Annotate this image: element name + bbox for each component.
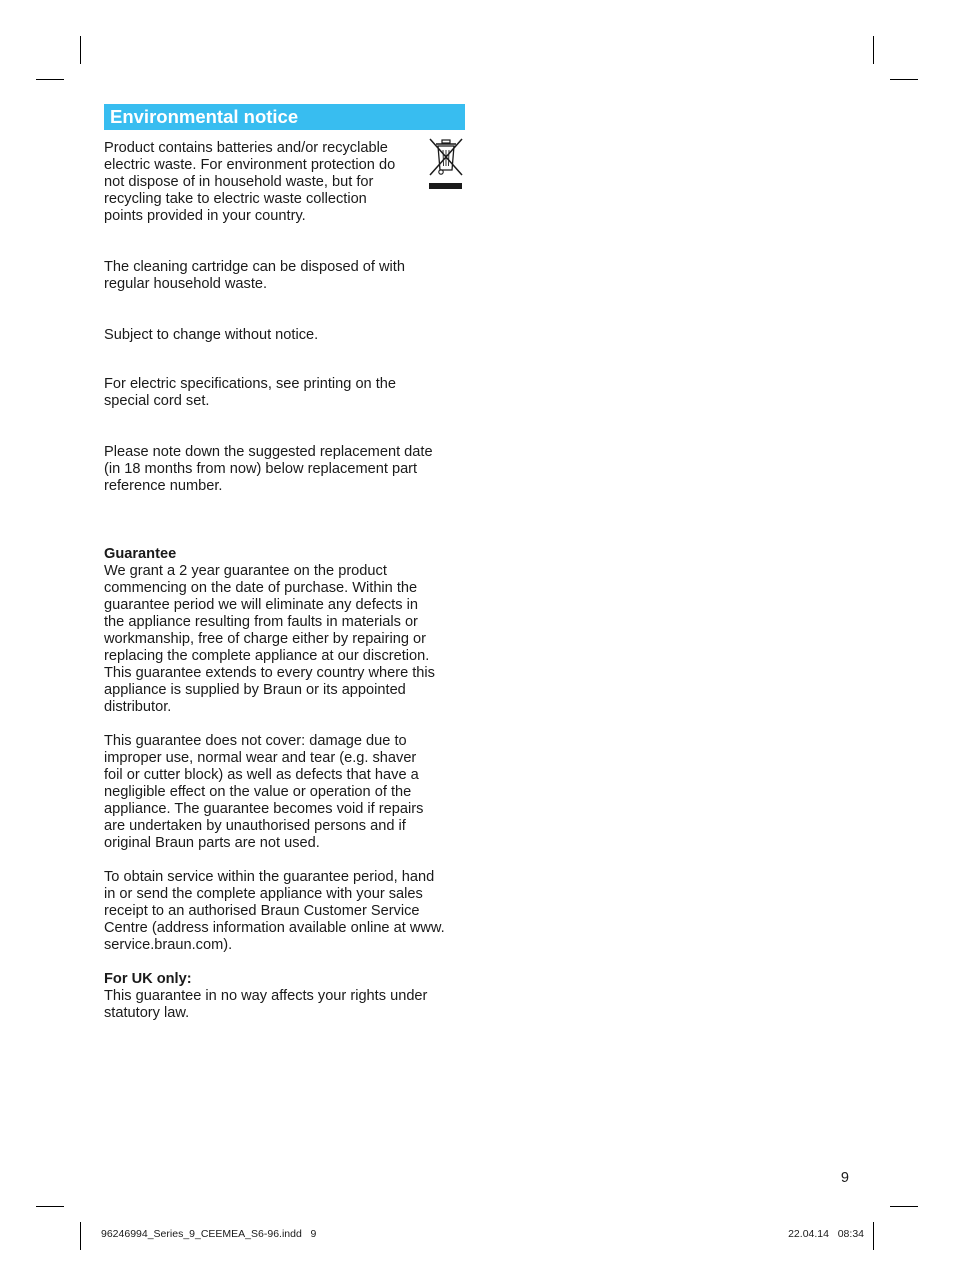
crop-mark-bottom-left-vertical [80,1222,81,1250]
crop-mark-bottom-left-horizontal [36,1206,64,1207]
cartridge-disposal-note: The cleaning cartridge can be disposed of with regular household waste. [104,259,405,292]
replacement-date-note: Please note down the suggested replacement date (in 18 months from now) below replacement part reference number. [104,444,433,494]
crop-mark-top-left-vertical [80,36,81,64]
crop-mark-top-right-vertical [873,36,874,64]
crop-mark-bottom-right-vertical [873,1222,874,1250]
uk-only-text: This guarantee in no way affects your rights under statutory law. [104,988,428,1021]
electric-specs-note: For electric specifications, see printing on the special cord set. [104,376,397,409]
crop-mark-bottom-right-horizontal [890,1206,918,1207]
guarantee-paragraph-3: To obtain service within the guarantee period, hand in or send the complete appliance with your sales receipt to an authorised Braun Customer Service Centre (address information available online at www. service.braun.com). [104,869,445,953]
crop-mark-top-right-horizontal [890,79,918,80]
uk-only-heading: For UK only: [104,971,192,987]
crossed-out-wheelie-bin-icon [426,137,466,193]
page-content [104,104,466,1022]
change-notice: Subject to change without notice. [104,327,319,343]
page-number: 9 [840,1170,849,1186]
environmental-notice-block [104,140,466,225]
guarantee-heading: Guarantee [104,546,177,562]
guarantee-paragraph-2: This guarantee does not cover: damage due to improper use, normal wear and tear (e.g. shaver foil or cutter block) as well as defects that have a negligible effect on the value or operation of the appliance. The guarantee becomes void if repairs are undertaken by unauthorised persons and if original Braun parts are not used. [104,733,424,851]
slug-file-info: 96246994_Series_9_CEEMEA_S6-96.indd 9 [101,1228,317,1240]
environmental-notice-heading: Environmental notice [104,104,465,130]
guarantee-paragraph-1: We grant a 2 year guarantee on the product commencing on the date of purchase. Within the guarantee period we will eliminate any defects in the appliance resulting from faults in materials or workmanship, free of charge either by repairing or replacing the complete appliance at our discretion. This guarantee extends to every country where this appliance is supplied by Braun or its appointed distributor. [104,563,435,715]
environmental-notice-text: Product contains batteries and/or recyclable electric waste. For environment protection do not dispose of in household waste, but for recycling take to electric waste collection points provided in your country. [104,140,396,224]
slug-date-time: 22.04.14 08:34 [788,1228,864,1240]
crop-mark-top-left-horizontal [36,79,64,80]
